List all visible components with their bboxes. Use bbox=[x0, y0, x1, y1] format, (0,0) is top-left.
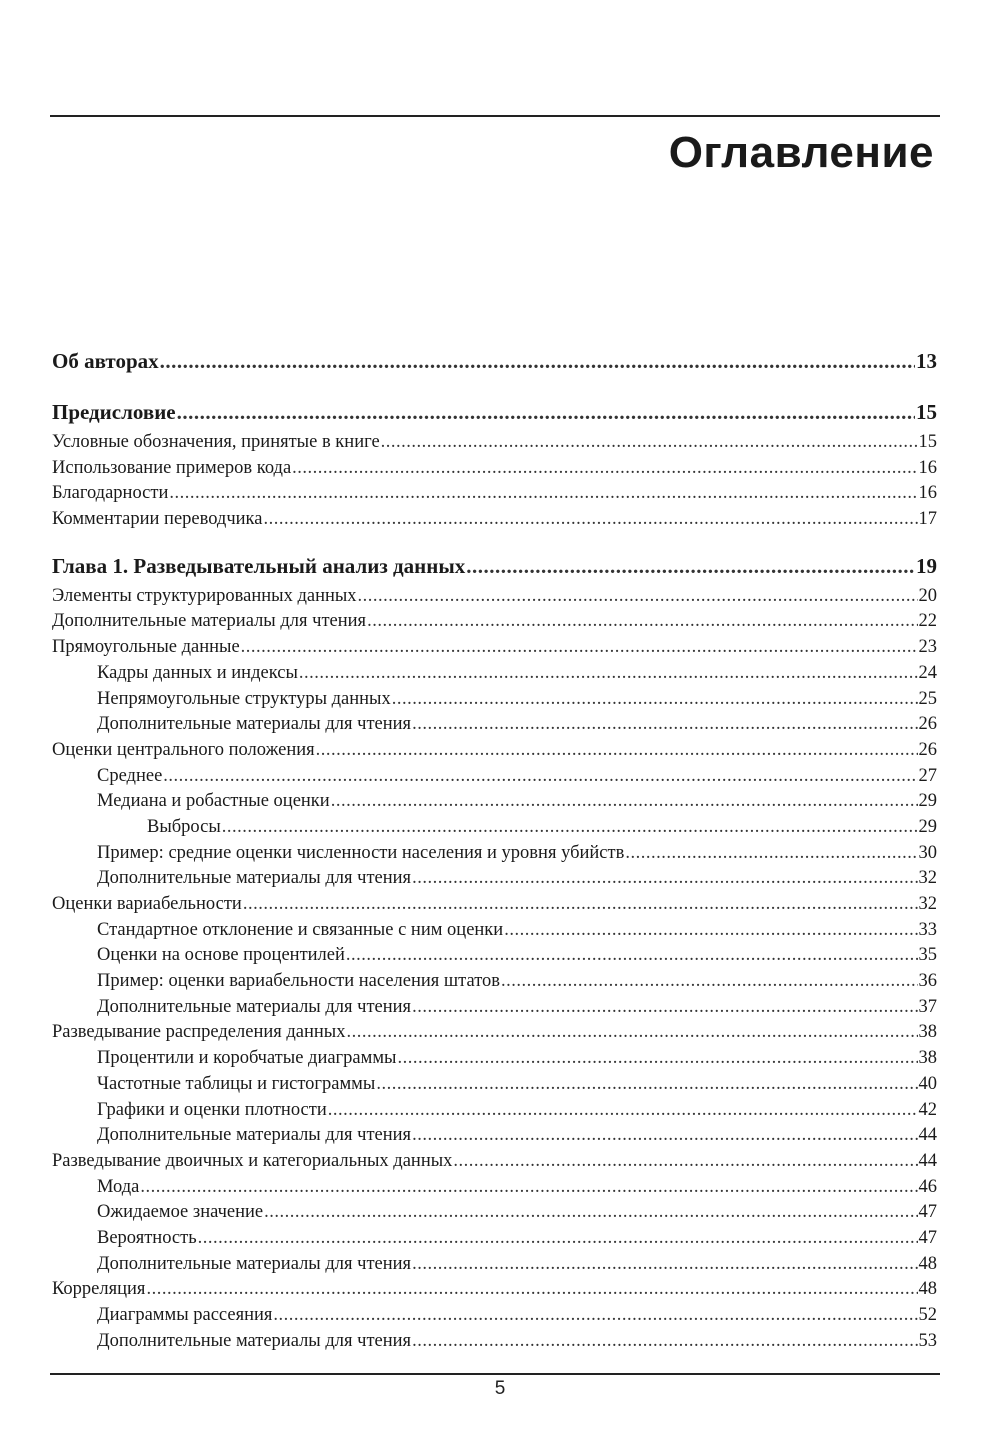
toc-entry-title: Об авторах bbox=[52, 349, 159, 373]
toc-entry[interactable] bbox=[52, 1072, 937, 1098]
toc-entry-page: 25 bbox=[918, 688, 937, 709]
dot-leader bbox=[412, 1123, 917, 1149]
toc-entry-page: 33 bbox=[918, 919, 937, 940]
toc-entry-page: 38 bbox=[918, 1048, 937, 1069]
toc-entry[interactable] bbox=[52, 918, 937, 944]
toc-entry-title: Дополнительные материалы для чтения bbox=[97, 1253, 412, 1274]
toc-entry[interactable] bbox=[52, 995, 937, 1021]
toc-entry-page: 44 bbox=[918, 1150, 937, 1171]
toc-entry-page: 22 bbox=[918, 611, 937, 632]
toc-entry-page: 52 bbox=[918, 1305, 937, 1325]
dot-leader bbox=[177, 395, 915, 430]
dot-leader bbox=[328, 1098, 918, 1124]
toc-entry-page: 32 bbox=[918, 894, 937, 914]
toc-entry-title: Медиана и робастные оценки bbox=[97, 791, 330, 812]
toc-entry-page: 42 bbox=[918, 1099, 937, 1120]
toc-entry[interactable] bbox=[52, 1200, 937, 1226]
toc-entry-page: 46 bbox=[918, 1176, 937, 1197]
toc-entry-page: 47 bbox=[918, 1227, 937, 1248]
toc-entry-title: Дополнительные материалы для чтения bbox=[97, 868, 412, 889]
dot-leader bbox=[367, 609, 917, 635]
dot-leader bbox=[501, 969, 917, 995]
toc-entry-page: 17 bbox=[918, 509, 937, 530]
toc-entry-page: 13 bbox=[916, 349, 937, 373]
toc-entry[interactable] bbox=[52, 1303, 937, 1329]
toc-entry-title: Комментарии переводчика bbox=[52, 509, 263, 530]
toc-entry[interactable] bbox=[52, 1020, 937, 1046]
dot-leader bbox=[412, 866, 917, 892]
dot-leader bbox=[412, 1252, 917, 1278]
toc-entry-page: 40 bbox=[918, 1073, 937, 1094]
toc-section bbox=[52, 344, 937, 379]
toc-entry[interactable] bbox=[52, 1046, 937, 1072]
toc-entry-title: Предисловие bbox=[52, 400, 176, 424]
toc-entry[interactable] bbox=[52, 1252, 937, 1278]
top-rule bbox=[50, 115, 940, 117]
toc-entry-title: Стандартное отклонение и связанные с ним оценки bbox=[97, 919, 504, 940]
toc-entry[interactable] bbox=[52, 738, 937, 764]
dot-leader bbox=[264, 1200, 917, 1226]
toc-entry-page: 19 bbox=[916, 553, 937, 578]
toc-entry[interactable] bbox=[52, 943, 937, 969]
dot-leader bbox=[169, 481, 917, 507]
toc-entry-title: Оценки центрального положения bbox=[52, 739, 315, 760]
dot-leader bbox=[397, 1046, 917, 1072]
dot-leader bbox=[466, 549, 915, 584]
toc-entry-title: Корреляция bbox=[52, 1279, 146, 1300]
dot-leader bbox=[381, 430, 918, 456]
toc-entry[interactable] bbox=[52, 892, 937, 918]
toc-entry-page: 20 bbox=[918, 585, 937, 606]
toc-entry-page: 24 bbox=[918, 662, 937, 683]
dot-leader bbox=[376, 1072, 917, 1098]
dot-leader bbox=[625, 841, 917, 867]
toc-entry-page: 47 bbox=[918, 1202, 937, 1223]
toc-entry-page: 30 bbox=[918, 842, 937, 863]
toc-entry[interactable] bbox=[52, 764, 937, 790]
toc-entry[interactable] bbox=[52, 1329, 937, 1355]
toc-entry-page: 32 bbox=[918, 868, 937, 889]
toc-entry-page: 29 bbox=[918, 816, 937, 837]
toc-entry-page: 16 bbox=[918, 483, 937, 504]
toc-entry-page: 36 bbox=[918, 971, 937, 992]
toc-entry-title: Процентили и коробчатые диаграммы bbox=[97, 1048, 397, 1069]
toc-entry-title: Графики и оценки плотности bbox=[97, 1099, 327, 1120]
bottom-rule bbox=[50, 1373, 940, 1375]
dot-leader bbox=[346, 1020, 917, 1046]
toc-entry-page: 23 bbox=[918, 637, 937, 658]
toc-chapter-entry[interactable] bbox=[52, 344, 937, 379]
toc-chapter-entry[interactable] bbox=[52, 395, 937, 430]
toc-entry-page: 26 bbox=[918, 739, 937, 760]
toc-entry[interactable] bbox=[52, 1277, 937, 1303]
toc-entry[interactable] bbox=[52, 1123, 937, 1149]
toc-entry[interactable] bbox=[52, 687, 937, 713]
toc-entry[interactable] bbox=[52, 584, 937, 610]
toc-entry-page: 15 bbox=[918, 432, 937, 452]
dot-leader bbox=[243, 892, 918, 918]
toc-entry-title: Дополнительные материалы для чтения bbox=[97, 1330, 412, 1351]
toc-entry-title: Выбросы bbox=[147, 816, 221, 837]
toc-entry[interactable] bbox=[52, 712, 937, 738]
dot-leader bbox=[146, 1277, 917, 1303]
toc-entry[interactable] bbox=[52, 661, 937, 687]
toc-entry-title: Непрямоугольные структуры данных bbox=[97, 688, 391, 709]
toc-entry-title: Глава 1. Разведывательный анализ данных bbox=[52, 553, 466, 578]
toc-entry-page: 37 bbox=[918, 996, 937, 1017]
dot-leader bbox=[346, 943, 918, 969]
dot-leader bbox=[504, 918, 917, 944]
toc-entry-page: 29 bbox=[918, 791, 937, 812]
toc-entry-title: Разведывание распределения данных bbox=[52, 1022, 346, 1043]
dot-leader bbox=[263, 507, 917, 533]
toc-entry-title: Прямоугольные данные bbox=[52, 637, 240, 658]
toc-entry-title: Вероятность bbox=[97, 1227, 197, 1248]
toc-entry[interactable] bbox=[52, 481, 937, 507]
toc-entry-page: 44 bbox=[918, 1125, 937, 1146]
toc-entry-title: Частотные таблицы и гистограммы bbox=[97, 1073, 376, 1094]
dot-leader bbox=[160, 344, 915, 379]
toc-entry[interactable] bbox=[52, 841, 937, 867]
dot-leader bbox=[241, 635, 918, 661]
toc-entry-page: 48 bbox=[918, 1253, 937, 1274]
toc-entry-title: Элементы структурированных данных bbox=[52, 585, 357, 606]
dot-leader bbox=[299, 661, 918, 687]
toc-entry[interactable] bbox=[52, 815, 937, 841]
toc-entry-title: Мода bbox=[97, 1176, 140, 1197]
toc-entry-title: Разведывание двоичных и категориальных данных bbox=[52, 1150, 453, 1171]
toc-entry-page: 26 bbox=[918, 714, 937, 735]
toc-entry-title: Дополнительные материалы для чтения bbox=[97, 996, 412, 1017]
dot-leader bbox=[412, 1329, 917, 1355]
dot-leader bbox=[453, 1149, 917, 1175]
toc-entry-page: 38 bbox=[918, 1022, 937, 1043]
toc-entry-title: Кадры данных и индексы bbox=[97, 662, 298, 683]
dot-leader bbox=[273, 1303, 917, 1329]
dot-leader bbox=[412, 712, 917, 738]
toc-entry-title: Пример: оценки вариабельности населения штатов bbox=[97, 971, 501, 992]
toc-entry-title: Благодарности bbox=[52, 483, 169, 504]
page-title: Оглавление bbox=[668, 128, 934, 177]
toc-entry[interactable] bbox=[52, 507, 937, 533]
toc-entry-title: Ожидаемое значение bbox=[97, 1202, 264, 1223]
toc-entry[interactable] bbox=[52, 969, 937, 995]
dot-leader bbox=[316, 738, 918, 764]
toc-chapter-entry[interactable] bbox=[52, 549, 937, 584]
toc-entry-page: 27 bbox=[918, 765, 937, 786]
toc-entry-page: 16 bbox=[918, 457, 937, 478]
toc-entry-page: 53 bbox=[918, 1330, 937, 1351]
page-number: 5 bbox=[494, 1378, 506, 1399]
toc-entry-title: Оценки вариабельности bbox=[52, 894, 242, 914]
dot-leader bbox=[358, 584, 918, 610]
table-of-contents bbox=[52, 344, 937, 1354]
dot-leader bbox=[412, 995, 917, 1021]
toc-entry[interactable] bbox=[52, 1175, 937, 1201]
toc-entry[interactable] bbox=[52, 866, 937, 892]
toc-entry[interactable] bbox=[52, 456, 937, 482]
toc-entry[interactable] bbox=[52, 430, 937, 456]
toc-entry-title: Дополнительные материалы для чтения bbox=[52, 611, 367, 632]
toc-entry-title: Дополнительные материалы для чтения bbox=[97, 714, 412, 735]
toc-entry-title: Диаграммы рассеяния bbox=[97, 1305, 273, 1325]
toc-section bbox=[52, 395, 937, 533]
toc-entry-title: Условные обозначения, принятые в книге bbox=[52, 432, 380, 452]
dot-leader bbox=[331, 789, 918, 815]
toc-entry[interactable] bbox=[52, 1226, 937, 1252]
dot-leader bbox=[292, 456, 917, 482]
dot-leader bbox=[140, 1175, 917, 1201]
dot-leader bbox=[198, 1226, 918, 1252]
toc-entry-page: 48 bbox=[918, 1279, 937, 1300]
toc-entry[interactable] bbox=[52, 1149, 937, 1175]
toc-entry-title: Использование примеров кода bbox=[52, 457, 292, 478]
toc-entry[interactable] bbox=[52, 609, 937, 635]
toc-entry-page: 15 bbox=[916, 400, 937, 424]
dot-leader bbox=[163, 764, 917, 790]
toc-entry-title: Оценки на основе процентилей bbox=[97, 945, 345, 966]
toc-entry-title: Среднее bbox=[97, 765, 163, 786]
toc-entry-title: Дополнительные материалы для чтения bbox=[97, 1125, 412, 1146]
dot-leader bbox=[392, 687, 918, 713]
dot-leader bbox=[222, 815, 918, 841]
toc-entry-page: 35 bbox=[918, 945, 937, 966]
toc-section bbox=[52, 549, 937, 1355]
toc-entry[interactable] bbox=[52, 1098, 937, 1124]
toc-entry[interactable] bbox=[52, 789, 937, 815]
toc-entry-title: Пример: средние оценки численности населения и уровня убийств bbox=[97, 842, 625, 863]
toc-entry[interactable] bbox=[52, 635, 937, 661]
